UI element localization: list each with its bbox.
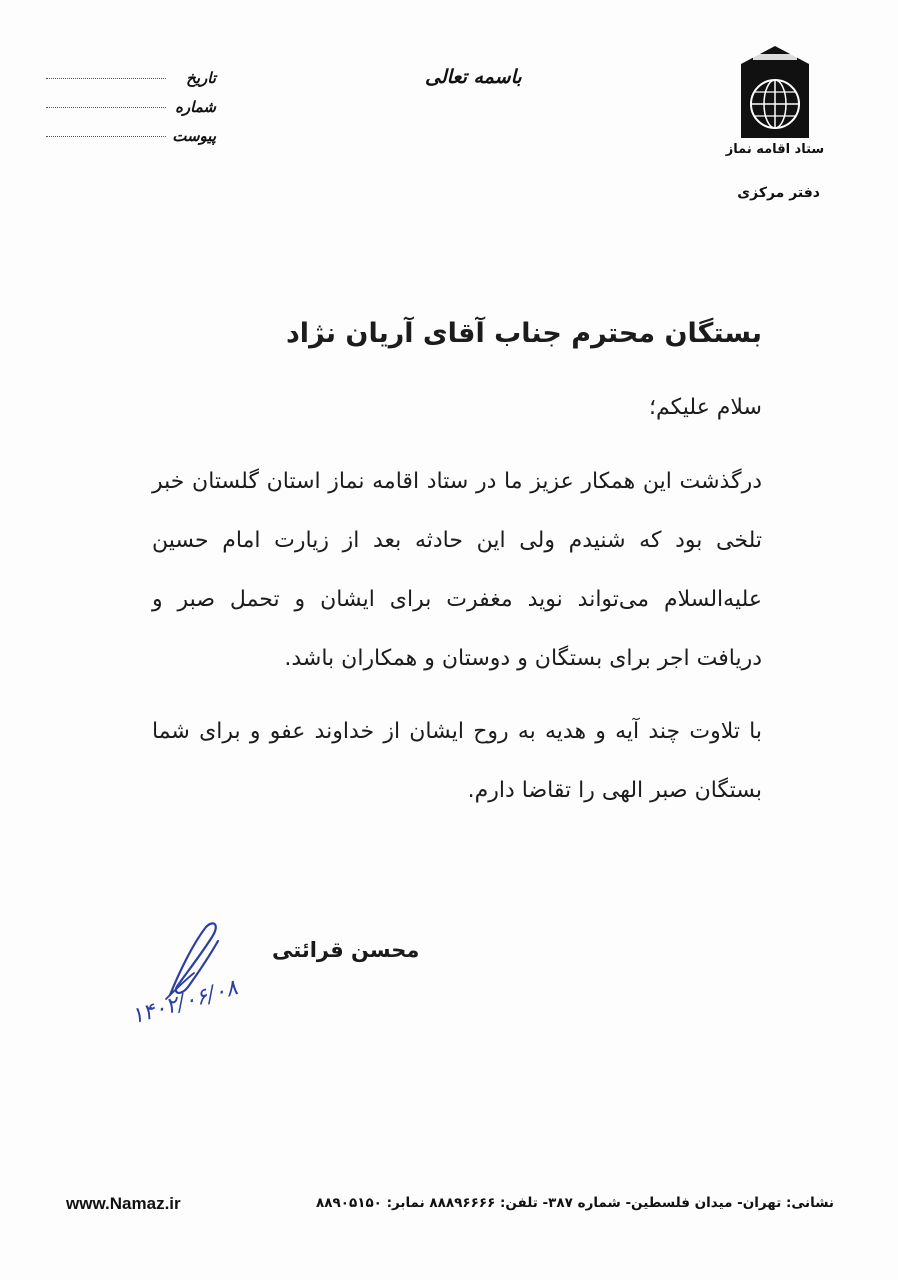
meta-line-number xyxy=(46,106,166,108)
body-paragraph-2: با تلاوت چند آیه و هدیه به روح ایشان از خداوند عفو و برای شما بستگان صبر الهی را تقاضا دارم. xyxy=(152,719,762,803)
meta-row-attachment xyxy=(46,116,216,145)
greeting-line: سلام علیکم؛ xyxy=(648,395,762,420)
office-name: دفتر مرکزی xyxy=(737,185,820,201)
meta-line-date xyxy=(46,77,166,79)
signer-name: محسن قرائتی xyxy=(272,938,420,962)
meta-label-date: تاریخ xyxy=(186,69,216,87)
meta-label-attachment: پیوست xyxy=(172,127,216,145)
meta-row-date xyxy=(46,58,216,87)
organization-logo xyxy=(720,42,830,157)
invocation-heading: باسمه تعالی xyxy=(425,66,522,88)
meta-line-attachment xyxy=(46,135,166,137)
letter-body xyxy=(152,318,762,834)
body-paragraph-1: درگذشت این همکار عزیز ما در ستاد اقامه نماز استان گلستان خبر تلخی بود که شنیدم ولی این حادثه بعد از زیارت امام حسین علیه‌السلام می‌تواند نوید مغفرت برای ایشان و تحمل صبر و دریافت اجر برای بستگان و دوستان و همکاران باشد. xyxy=(152,469,762,671)
meta-row-number xyxy=(46,87,216,116)
logo-caption: ستاد اقامه نماز xyxy=(725,142,825,157)
recipient-line: بستگان محترم جناب آقای آریان نژاد xyxy=(285,318,762,349)
globe-emblem-icon xyxy=(735,42,815,140)
footer-address: نشانی: تهران- میدان فلسطین- شماره ۳۸۷- تلفن: ۸۸۸۹۶۶۶۶ نمابر: ۸۸۹۰۵۱۵۰ xyxy=(316,1195,834,1211)
footer-website-link[interactable]: www.Namaz.ir xyxy=(66,1194,181,1213)
handwritten-date: ۱۴۰۲/۰۶/۰۸ xyxy=(128,975,241,1030)
letter-meta-fields xyxy=(46,58,216,145)
meta-label-number: شماره xyxy=(175,98,216,116)
